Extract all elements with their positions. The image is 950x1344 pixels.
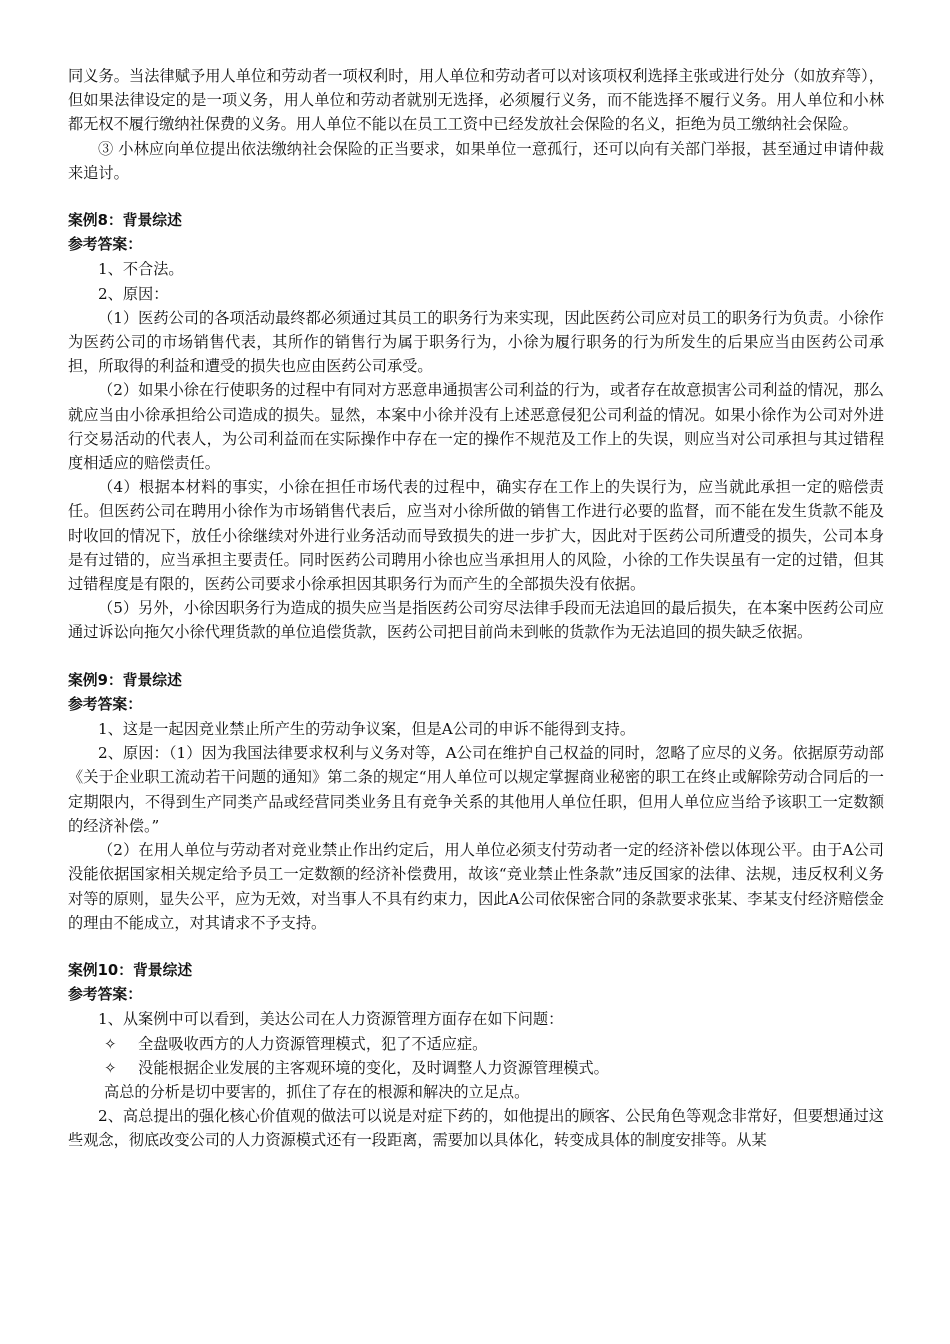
case8-reason-2: （2）如果小徐在行使职务的过程中有同对方恶意串通损害公司利益的行为，或者存在故意损害公司利益的情况，那么就应当由小徐承担给公司造成的损失。显然，本案中小徐并没有上述恶意侵犯公司利益的情况。如果小徐作为公司对外进行交易活动的代表人，为公司利益而在实际操作中存在一定的操作不规范及工作上的失误，则应当对公司承担与其过错程度相适应的赔偿责任。: [68, 381, 884, 473]
case10-bullet-2: [68, 1056, 884, 1080]
case8-answer-2: 2、原因：: [98, 284, 169, 303]
case9-answer-heading: 参考答案：: [68, 695, 142, 713]
case8-answer-1: 1、不合法。: [98, 260, 184, 279]
case8-reason-4: （4）根据本材料的事实，小徐在担任市场代表的过程中，确实存在工作上的失误行为，应当就此承担一定的赔偿责任。但医药公司在聘用小徐作为市场销售代表后，应当对小徐所做的销售工作进行必要的监督，而不能在发生货款不能及时收回的情况下，放任小徐继续对外进行业务活动而导致损失的进一步扩大，因此对于医药公司所遭受的损失，公司本身是有过错的，应当承担主要责任。同时医药公司聘用小徐也应当承担用人的风险，小徐的工作失误虽有一定的过错，但其过错程度是有限的，医药公司要求小徐承担因其职务行为而产生的全部损失没有依据。: [68, 478, 884, 594]
case8-reason-5: （5）另外，小徐因职务行为造成的损失应当是指医药公司穷尽法律手段而无法追回的最后损失，在本案中医药公司应通过诉讼向拖欠小徐代理货款的单位追偿货款，医药公司把目前尚未到帐的货款作为无法追回的损失缺乏依据。: [68, 599, 884, 642]
spacer: [68, 185, 884, 209]
paragraph: 同义务。当法律赋予用人单位和劳动者一项权利时，用人单位和劳动者可以对该项权利选择主张或进行处分（如放弃等），但如果法律设定的是一项义务，用人单位和劳动者就别无选择，必须履行义务，而不能选择不履行义务。用人单位和小林都无权不履行缴纳社保费的义务。用人单位不能以在员工工资中已经发放社会保险的名义，拒绝为员工缴纳社会保险。: [68, 67, 884, 134]
case10-answer-heading: 参考答案：: [68, 986, 142, 1004]
diamond-bullet-icon: ✧: [104, 1058, 117, 1077]
case8-reason-1: （1）医药公司的各项活动最终都必须通过其员工的职务行为来实现，因此医药公司应对员工的职务行为负责。小徐作为医药公司的市场销售代表，其所作的销售行为属于职务行为，小徐为履行职务的行为所发生的后果应当由医药公司承担，所取得的利益和遭受的损失也应由医药公司承受。: [68, 308, 884, 376]
case9-reason-2: （2）在用人单位与劳动者对竞业禁止作出约定后，用人单位必须支付劳动者一定的经济补偿以体现公平。由于A公司没能依据国家相关规定给予员工一定数额的经济补偿费用，故该“竞业禁止性条款”违反国家的法律、法规，违反权利义务对等的原则，显失公平，应为无效，对当事人不具有约束力，因此A公司依保密合同的条款要求张某、李某支付经济赔偿金的理由不能成立，对其请求不予支持。: [68, 841, 884, 932]
case8-title: 案例8：背景综述: [68, 212, 182, 230]
spacer: [68, 935, 884, 959]
case9-answer-1: 1、这是一起因竞业禁止所产生的劳动争议案，但是A公司的申诉不能得到支持。: [98, 720, 636, 739]
bullet-text: 全盘吸收西方的人力资源管理模式，犯了不适应症。: [138, 1034, 488, 1053]
case10-note: 高总的分析是切中要害的，抓住了存在的根源和解决的立足点。: [104, 1082, 530, 1101]
paragraph: ③ 小林应向单位提出依法缴纳社会保险的正当要求，如果单位一意孤行，还可以向有关部门举报，甚至通过申请仲裁来追讨。: [68, 139, 884, 182]
case10-bullet-1: [68, 1032, 884, 1056]
case9-title: 案例9：背景综述: [68, 671, 182, 689]
case10-answer-2: 2、高总提出的强化核心价值观的做法可以说是对症下药的，如他提出的顾客、公民角色等观念非常好，但要想通过这些观念，彻底改变公司的人力资源模式还有一段距离，需要加以具体化，转变成具体的制度安排等。从某: [68, 1107, 884, 1150]
bullet-text: 没能根据企业发展的主客观环境的变化，及时调整人力资源管理模式。: [138, 1058, 609, 1077]
document-page: [68, 64, 884, 1153]
diamond-bullet-icon: ✧: [104, 1034, 117, 1053]
case8-answer-heading: 参考答案：: [68, 236, 142, 254]
spacer: [68, 645, 884, 669]
case10-answer-1: 1、从案例中可以看到，美达公司在人力资源管理方面存在如下问题：: [98, 1010, 564, 1029]
case10-title: 案例10：背景综述: [68, 961, 193, 979]
case9-answer-2: 2、原因：（1）因为我国法律要求权利与义务对等，A公司在维护自己权益的同时，忽略了应尽的义务。依据原劳动部《关于企业职工流动若干问题的通知》第二条的规定“用人单位可以规定掌握商业秘密的职工在终止或解除劳动合同后的一定期限内，不得到生产同类产品或经营同类业务且有竞争关系的其他用人单位任职，但用人单位应当给予该职工一定数额的经济补偿。”: [68, 744, 884, 835]
